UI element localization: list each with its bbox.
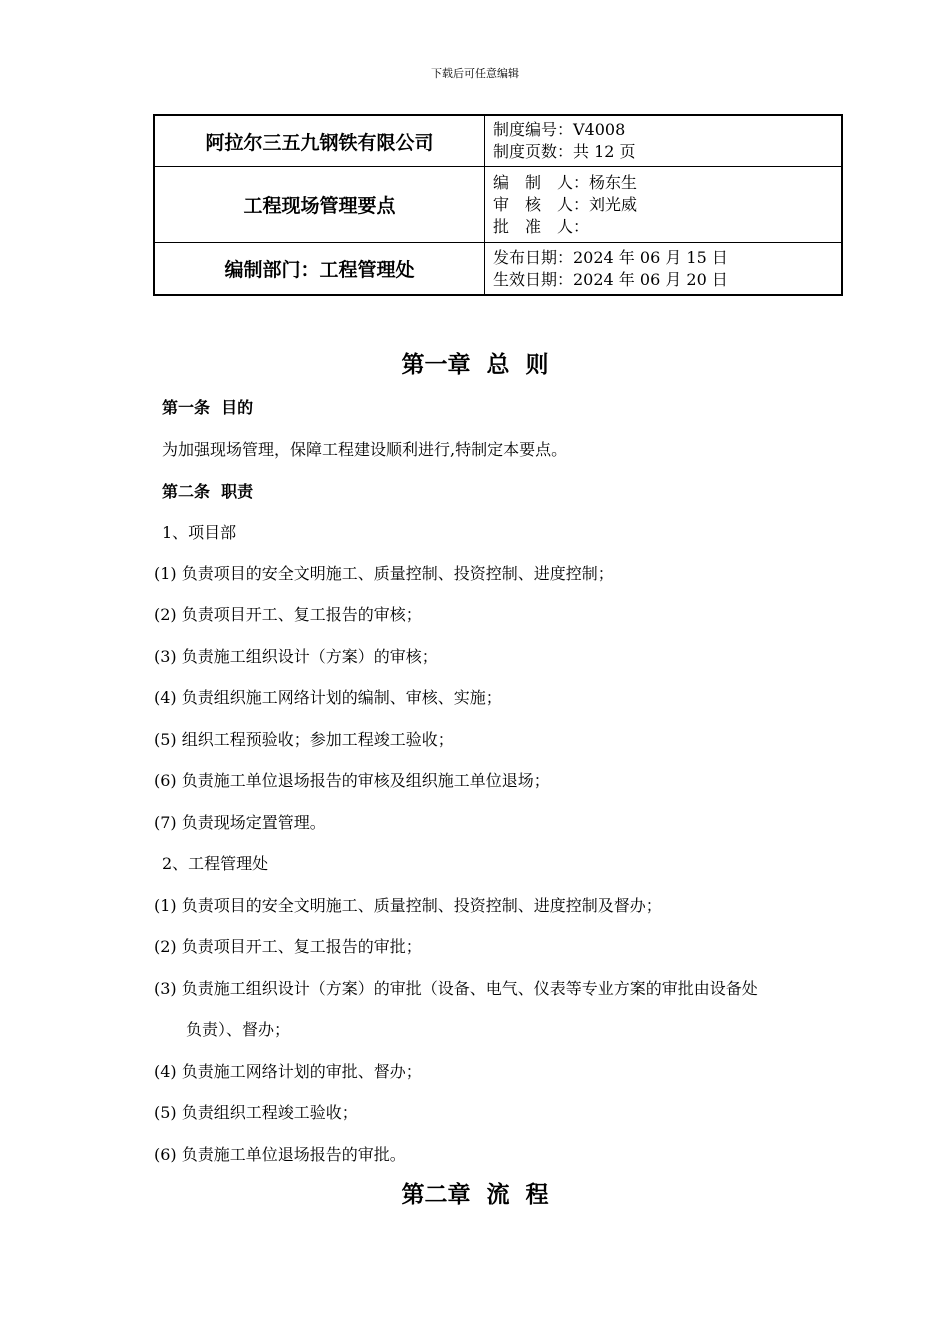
section2-item: (1) 负责项目的安全文明施工、质量控制、投资控制、进度控制及督办；	[154, 896, 662, 915]
document-info-table	[153, 114, 843, 296]
info-row-department	[154, 243, 842, 296]
section2-heading: 2、工程管理处	[162, 854, 269, 873]
section1-item: (4) 负责组织施工网络计划的编制、审核、实施；	[154, 688, 502, 707]
reviewer: 审 核 人：刘光威	[493, 194, 638, 214]
doc-code: 制度编号：V4008	[493, 120, 626, 139]
company-name: 阿拉尔三五九钢铁有限公司	[154, 115, 485, 167]
doc-pages: 制度页数：共 12 页	[493, 142, 636, 161]
article1-text: 为加强现场管理，保障工程建设顺利进行,特制定本要点。	[162, 440, 568, 459]
section2-item: (3) 负责施工组织设计（方案）的审批（设备、电气、仪表等专业方案的审批由设备处	[154, 979, 758, 998]
info-row-title	[154, 167, 842, 243]
dates-cell	[485, 243, 843, 296]
section2-item: (4) 负责施工网络计划的审批、督办；	[154, 1062, 422, 1081]
section1-item: (1) 负责项目的安全文明施工、质量控制、投资控制、进度控制；	[154, 564, 614, 583]
page-header-note: 下载后可任意编辑	[431, 67, 519, 80]
doc-code-cell	[485, 115, 843, 167]
section1-item: (2) 负责项目开工、复工报告的审核；	[154, 605, 422, 624]
people-cell	[485, 167, 843, 243]
section1-item: (6) 负责施工单位退场报告的审核及组织施工单位退场；	[154, 771, 550, 790]
chapter2-title: 第二章 流 程	[401, 1182, 549, 1208]
info-row-company	[154, 115, 842, 167]
article1-title: 第一条 目的	[162, 398, 254, 417]
publish-date: 发布日期：2024 年 06 月 15 日	[493, 247, 728, 267]
approver: 批 准 人：	[493, 216, 590, 236]
section2-item: (5) 负责组织工程竣工验收；	[154, 1103, 358, 1122]
section2-item: (6) 负责施工单位退场报告的审批。	[154, 1145, 406, 1164]
chapter1-title: 第一章 总 则	[401, 352, 549, 378]
section1-heading: 1、项目部	[162, 523, 237, 542]
section2-item: (2) 负责项目开工、复工报告的审批；	[154, 937, 422, 956]
department: 编制部门：工程管理处	[154, 243, 485, 296]
editor: 编 制 人：杨东生	[493, 172, 638, 192]
section1-item: (7) 负责现场定置管理。	[154, 813, 326, 832]
section1-item: (3) 负责施工组织设计（方案）的审核；	[154, 647, 438, 666]
section1-item: (5) 组织工程预验收；参加工程竣工验收；	[154, 730, 454, 749]
doc-title: 工程现场管理要点	[154, 167, 485, 243]
article2-title: 第二条 职责	[162, 482, 254, 501]
effective-date: 生效日期：2024 年 06 月 20 日	[493, 269, 728, 289]
section2-item-continued: 负责）、督办；	[186, 1020, 291, 1039]
